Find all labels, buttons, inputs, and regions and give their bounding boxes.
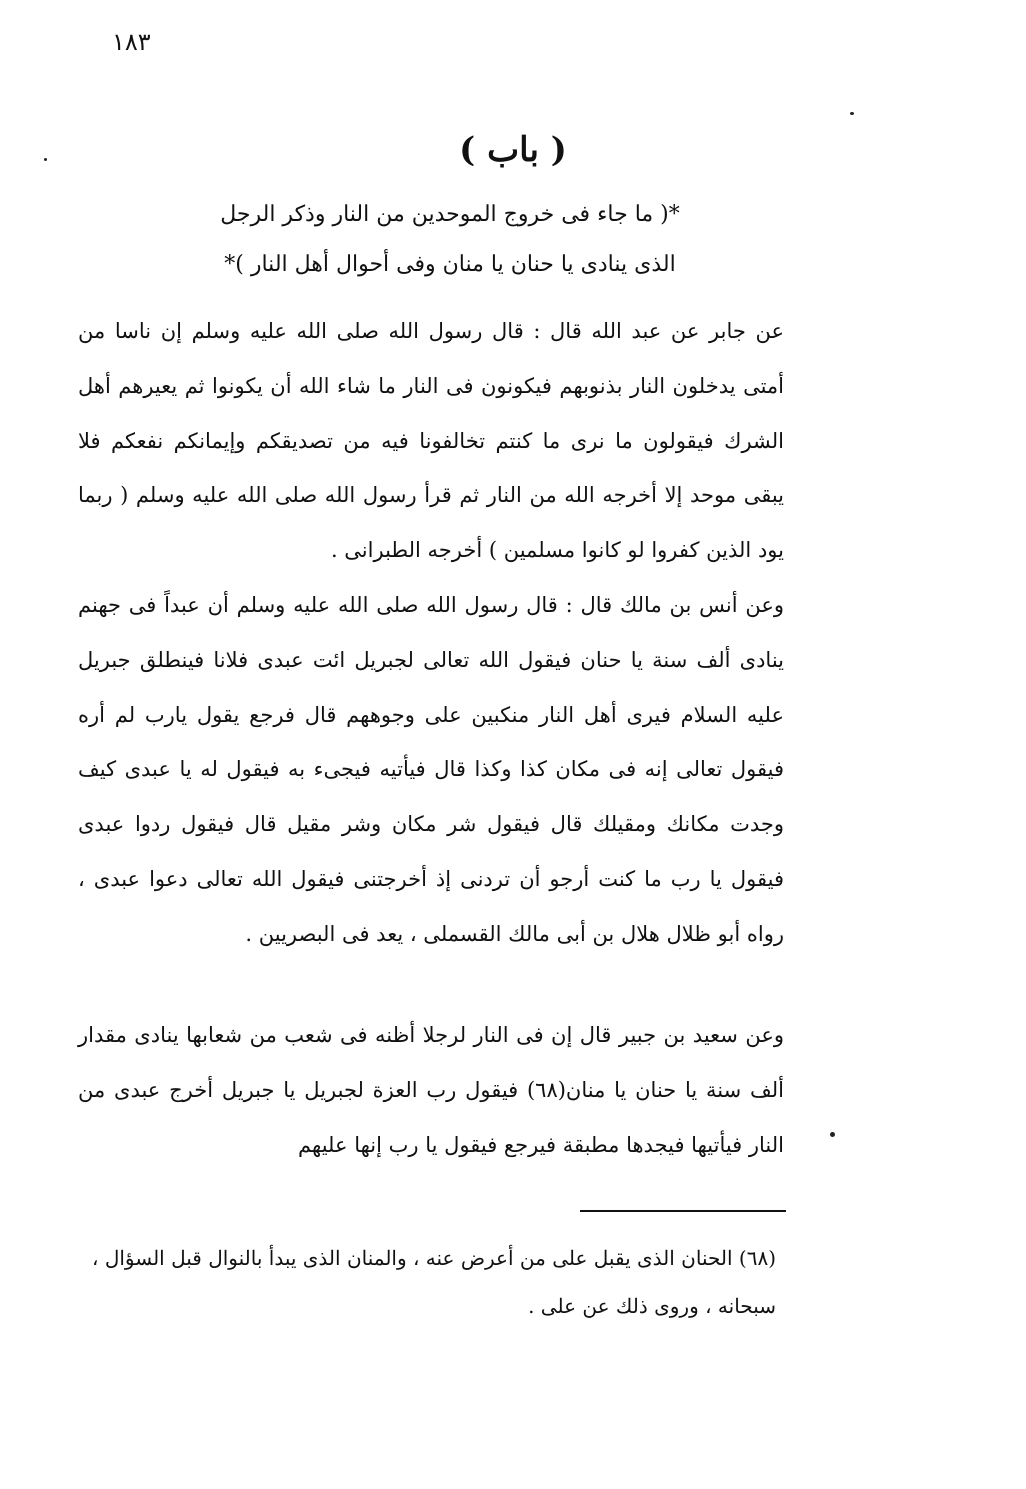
paragraph-text: عن جابر عن عبد الله قال : قال رسول الله صلى الله عليه وسلم إن ناسا من أمتى يدخلون النار بذنوبهم فيكونون فى النار ما شاء الله أن يكونوا ثم يعيرهم أهل الشرك فيقولون ما نرى ما كنتم تخالفونا فيه من تصديقكم وإيمانكم نفعكم فلا يبقى موحد إلا أخرجه الله من النار ثم قرأ رسول الله صلى الله عليه وسلم ( ربما يود الذين كفروا لو كانوا مسلمين ) أخرجه الطبرانى . (78, 319, 784, 563)
subtitle-line: الذى ينادى يا حنان يا منان وفى أحوال أهل النار )* (224, 252, 676, 277)
chapter-title: ( باب ) (459, 130, 567, 170)
page-number: ١٨٣ (112, 28, 151, 56)
paragraph-2 (78, 578, 784, 962)
paragraph-3 (78, 1008, 784, 1172)
paragraph-text: وعن أنس بن مالك قال : قال رسول الله صلى الله عليه وسلم أن عبداً فى جهنم ينادى ألف سنة يا حنان فيقول الله تعالى لجبريل ائت عبدى فلانا فينطلق جبريل عليه السلام فيرى أهل النار منكبين على وجوههم قال فرجع يقول يارب لم أره فيقول تعالى إنه فى مكان كذا وكذا قال فيأتيه فيجىء به فيقول له يا عبدى كيف وجدت مكانك ومقيلك قال فيقول شر مكان وشر مقيل قال فيقول ردوا عبدى فيقول يا رب ما كنت أرجو أن تردنى إذ أخرجتنى فيقول الله تعالى دعوا عبدى ، رواه أبو ظلال هلال بن أبى مالك القسملى ، يعد فى البصريين . (78, 593, 785, 946)
subtitle-line: *( ما جاء فى خروج الموحدين من النار وذكر الرجل (220, 202, 680, 227)
scan-speck (830, 1132, 835, 1137)
paragraph-1 (78, 304, 784, 578)
scan-speck (44, 158, 47, 161)
footnote-divider (580, 1210, 786, 1212)
scan-speck (850, 112, 854, 115)
footnote: (٦٨) الحنان الذى يقبل على من أعرض عنه ، والمنان الذى يبدأ بالنوال قبل السؤال ، سبحانه ، وروى ذلك عن على . (92, 1246, 776, 1318)
chapter-subtitle (150, 190, 750, 290)
paragraph-text: وعن سعيد بن جبير قال إن فى النار لرجلا أظنه فى شعب من شعابها ينادى مقدار ألف سنة يا حنان يا منان(٦٨) فيقول رب العزة لجبريل يا جبريل أخرج عبدى من النار فيأتيها فيجدها مطبقة فيرجع فيقول يا رب إنها عليهم (78, 1023, 784, 1157)
